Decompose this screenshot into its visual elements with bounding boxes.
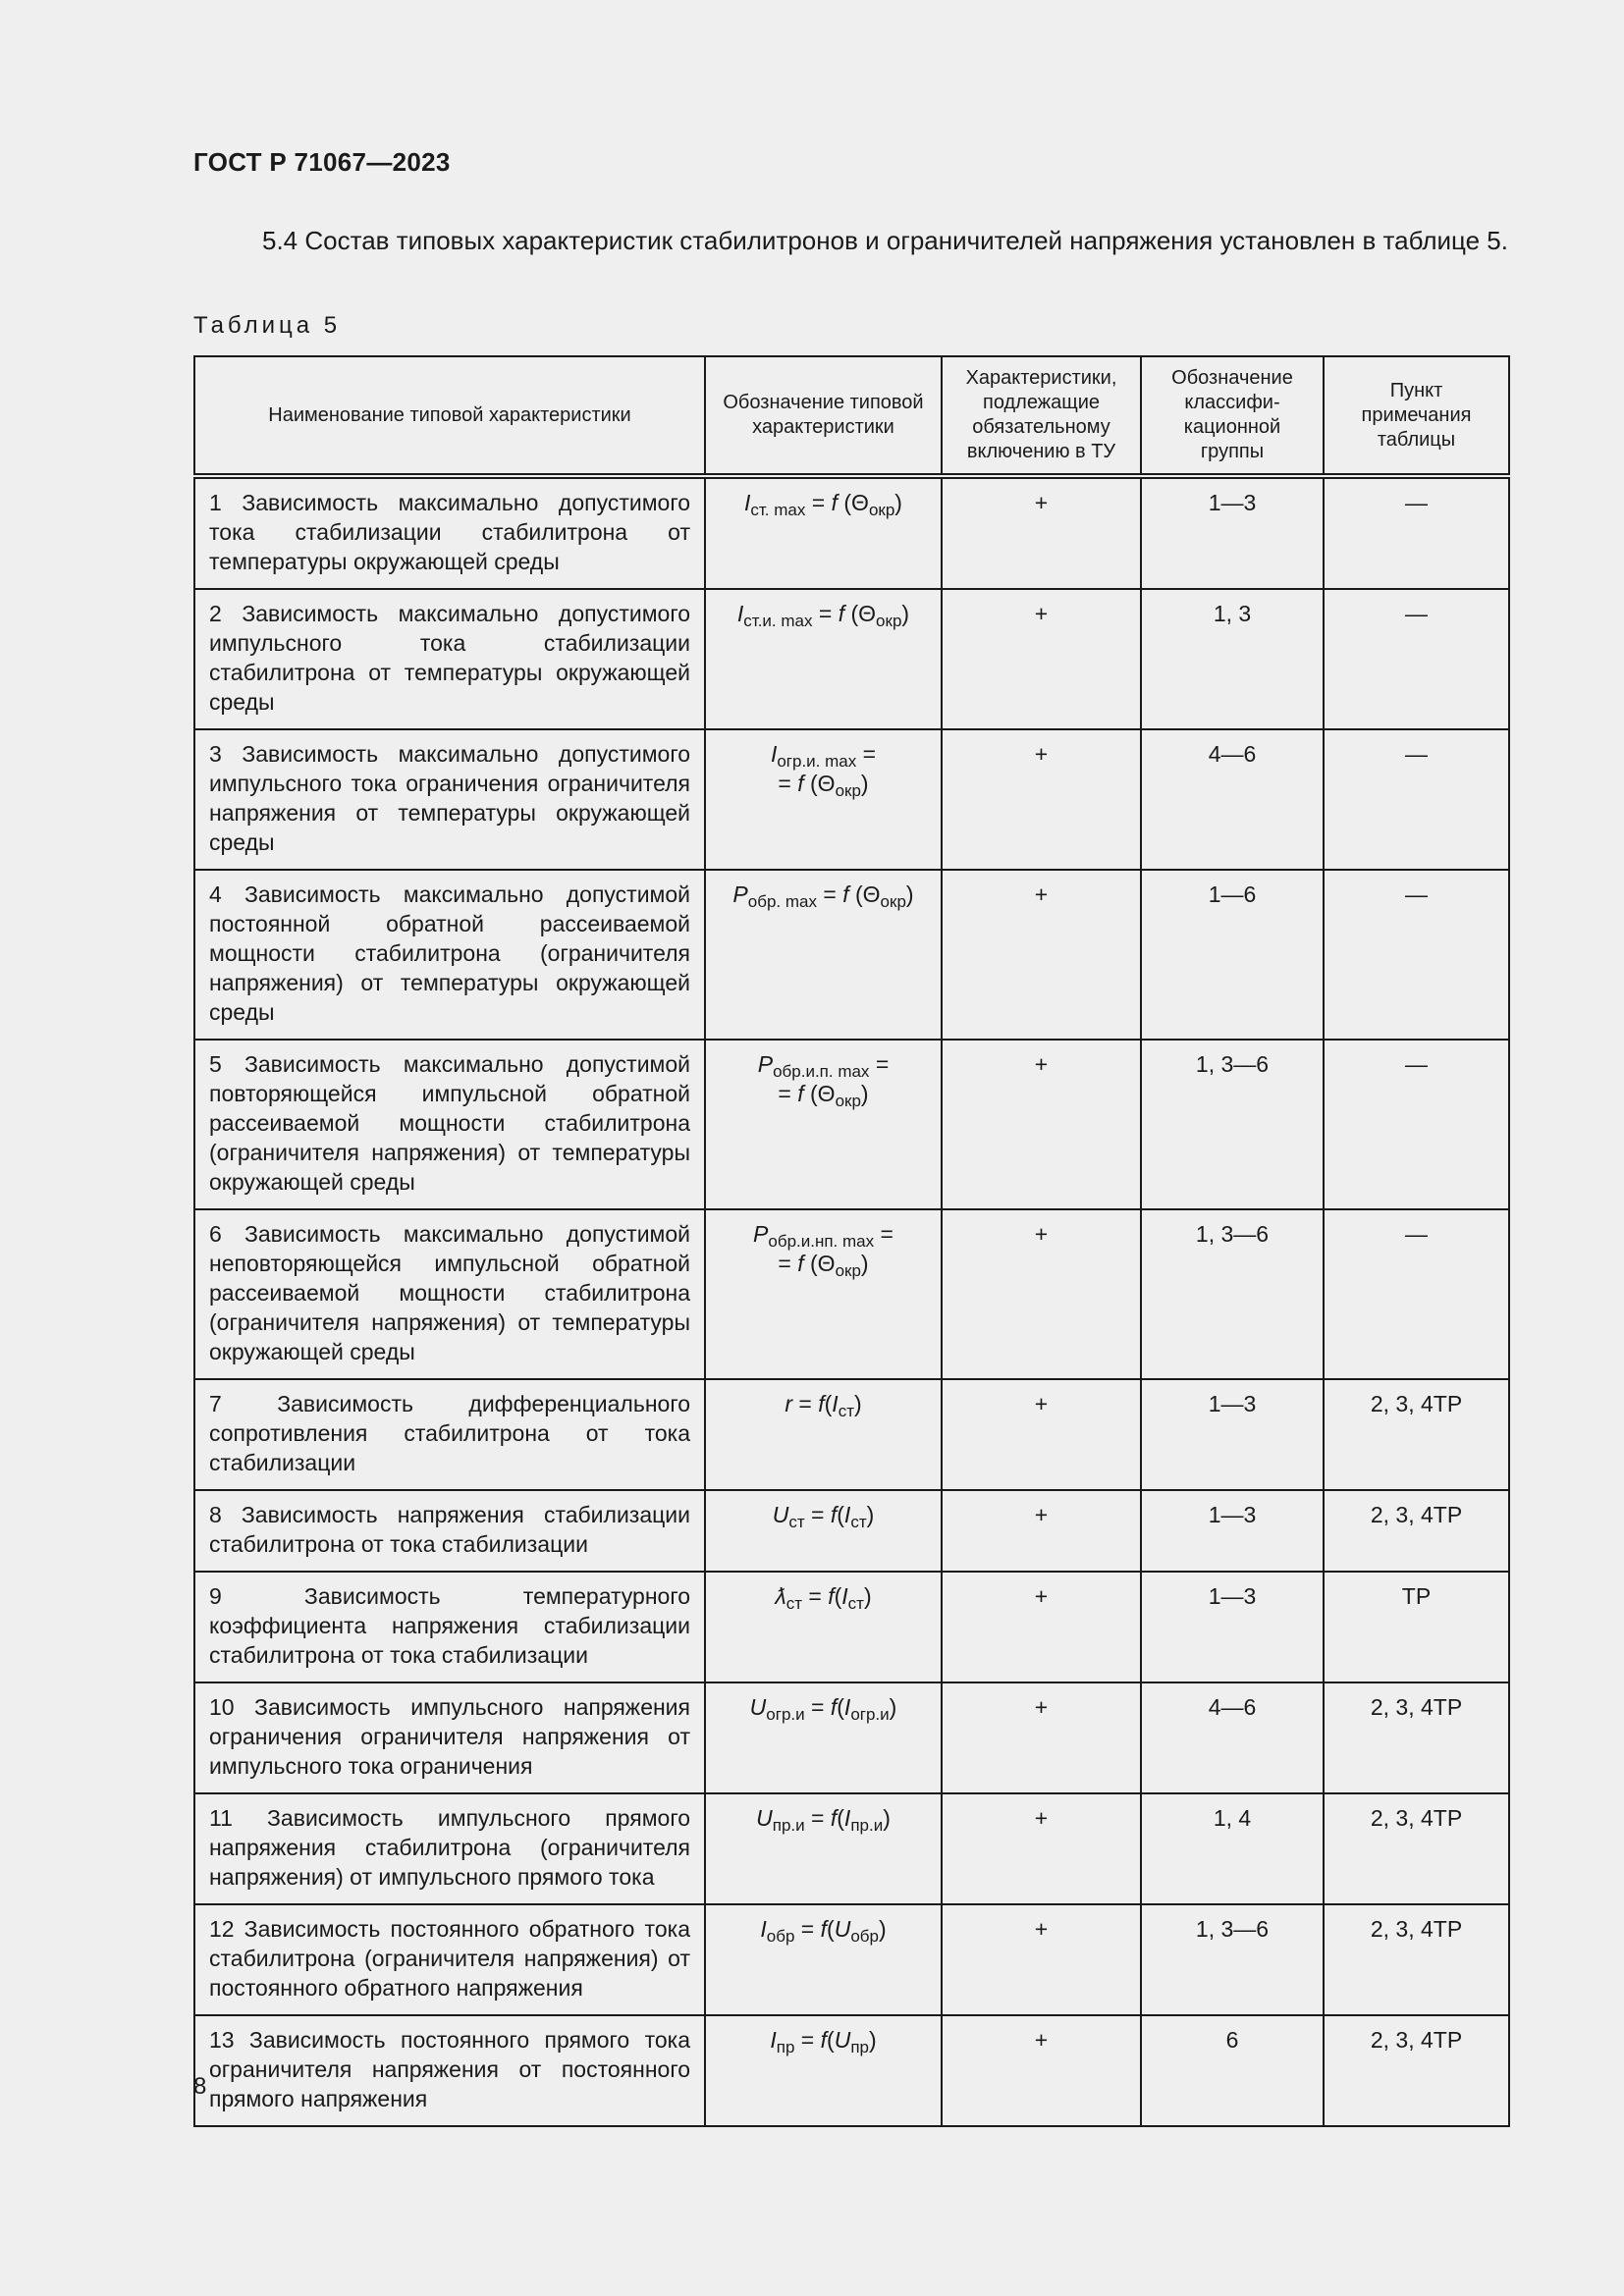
table-row	[194, 1904, 1509, 2015]
row-name: 7 Зависимость дифференциального сопротивления стабилитрона от тока стабилизации	[194, 1379, 705, 1490]
row-formula: $U_{ст} = f(I_{ст})$	[705, 1490, 942, 1572]
row-name: 6 Зависимость максимально допустимой неповторяющейся импульсной обратной рассеиваемой мощности стабилитрона (ограничителя напряжения) от температуры окружающей среды	[194, 1209, 705, 1379]
row-name: 12 Зависимость постоянного обратного тока стабилитрона (ограничителя напряжения) от постоянного обратного напряжения	[194, 1904, 705, 2015]
row-mandatory: +	[942, 1040, 1141, 1209]
table-row	[194, 2015, 1509, 2126]
row-note: ТР	[1324, 1572, 1509, 1682]
col-header-name: Наименование типовой характеристики	[194, 356, 705, 476]
table-header-row	[194, 356, 1509, 476]
row-name: 1 Зависимость максимально допустимого тока стабилизации стабилитрона от температуры окружающей среды	[194, 476, 705, 589]
row-mandatory: +	[942, 476, 1141, 589]
row-mandatory: +	[942, 1572, 1141, 1682]
table-row	[194, 1793, 1509, 1904]
row-name: 4 Зависимость максимально допустимой постоянной обратной рассеиваемой мощности стабилитрона (ограничителя напряжения) от температуры окружающей среды	[194, 870, 705, 1040]
row-mandatory: +	[942, 1490, 1141, 1572]
col-header-note: Пункт примечания таблицы	[1324, 356, 1509, 476]
row-name: 5 Зависимость максимально допустимой повторяющейся импульсной обратной рассеиваемой мощности стабилитрона (ограничителя напряжения) от температуры окружающей среды	[194, 1040, 705, 1209]
row-note: 2, 3, 4ТР	[1324, 1379, 1509, 1490]
table-row	[194, 1379, 1509, 1490]
row-group: 4—6	[1141, 729, 1324, 870]
row-mandatory: +	[942, 1209, 1141, 1379]
row-note: 2, 3, 4ТР	[1324, 2015, 1509, 2126]
col-header-group: Обозначение классифи-кационной группы	[1141, 356, 1324, 476]
table-row	[194, 1209, 1509, 1379]
row-group: 1, 3	[1141, 589, 1324, 729]
row-formula: $U_{пр.и} = f(I_{пр.и})$	[705, 1793, 942, 1904]
row-group: 1, 4	[1141, 1793, 1324, 1904]
row-group: 1, 3—6	[1141, 1209, 1324, 1379]
row-note: 2, 3, 4ТР	[1324, 1682, 1509, 1793]
row-formula: $P_{обр.и.п. max}$ = = f $(\Theta_{окр})$	[705, 1040, 942, 1209]
row-note: —	[1324, 476, 1509, 589]
row-group: 1—3	[1141, 1490, 1324, 1572]
row-name: 2 Зависимость максимально допустимого импульсного тока стабилизации стабилитрона от температуры окружающей среды	[194, 589, 705, 729]
row-name: 8 Зависимость напряжения стабилизации стабилитрона от тока стабилизации	[194, 1490, 705, 1572]
row-note: 2, 3, 4ТР	[1324, 1904, 1509, 2015]
row-mandatory: +	[942, 589, 1141, 729]
table-row	[194, 1572, 1509, 1682]
row-formula: $I_{обр} = f(U_{обр})$	[705, 1904, 942, 2015]
row-note: —	[1324, 589, 1509, 729]
row-name: 13 Зависимость постоянного прямого тока ограничителя напряжения от постоянного прямого напряжения	[194, 2015, 705, 2126]
row-formula: $ƛ_{ст} = f(I_{ст})$	[705, 1572, 942, 1682]
row-note: —	[1324, 729, 1509, 870]
row-formula: $P_{обр. max} = f$ $(\Theta_{окр})$	[705, 870, 942, 1040]
row-group: 1—3	[1141, 476, 1324, 589]
row-note: —	[1324, 870, 1509, 1040]
row-name: 9 Зависимость температурного коэффициента напряжения стабилизации стабилитрона от тока стабилизации	[194, 1572, 705, 1682]
row-note: —	[1324, 1040, 1509, 1209]
row-name: 11 Зависимость импульсного прямого напряжения стабилитрона (ограничителя напряжения) от импульсного прямого тока	[194, 1793, 705, 1904]
row-mandatory: +	[942, 1793, 1141, 1904]
row-note: —	[1324, 1209, 1509, 1379]
row-group: 1—3	[1141, 1379, 1324, 1490]
col-header-formula: Обозначение типовой характеристики	[705, 356, 942, 476]
row-mandatory: +	[942, 729, 1141, 870]
col-header-mandatory: Характеристики, подлежащие обязательному включению в ТУ	[942, 356, 1141, 476]
row-name: 10 Зависимость импульсного напряжения ограничения ограничителя напряжения от импульсного тока ограничения	[194, 1682, 705, 1793]
row-formula: $I_{пр} = f(U_{пр})$	[705, 2015, 942, 2126]
table-row	[194, 589, 1509, 729]
intro-paragraph: 5.4 Состав типовых характеристик стабилитронов и ограничителей напряжения установлен в таблице 5.	[262, 226, 1508, 255]
row-mandatory: +	[942, 1904, 1141, 2015]
table-row	[194, 1682, 1509, 1793]
table-caption: Таблица 5	[193, 312, 342, 339]
row-formula: $I_{ст.и. max} = f$ $(\Theta_{окр})$	[705, 589, 942, 729]
table-row	[194, 476, 1509, 589]
table-row	[194, 1040, 1509, 1209]
page-number: 8	[193, 2073, 207, 2100]
row-group: 1, 3—6	[1141, 1040, 1324, 1209]
row-formula: $I_{ст. max} = f$ $(\Theta_{окр})$	[705, 476, 942, 589]
table-row	[194, 1490, 1509, 1572]
row-group: 6	[1141, 2015, 1324, 2126]
row-note: 2, 3, 4ТР	[1324, 1793, 1509, 1904]
row-formula: $r = f(I_{ст})$	[705, 1379, 942, 1490]
row-group: 1—3	[1141, 1572, 1324, 1682]
row-mandatory: +	[942, 870, 1141, 1040]
table-row	[194, 729, 1509, 870]
document-header: ГОСТ Р 71067—2023	[193, 147, 451, 177]
table-row	[194, 870, 1509, 1040]
row-formula: $I_{огр.и. max}$ = = f $(\Theta_{окр})$	[705, 729, 942, 870]
row-name: 3 Зависимость максимально допустимого импульсного тока ограничения ограничителя напряжения от температуры окружающей среды	[194, 729, 705, 870]
row-formula: $U_{огр.и} = f(I_{огр.и})$	[705, 1682, 942, 1793]
row-mandatory: +	[942, 1682, 1141, 1793]
row-formula: $P_{обр.и.нп. max}$ = = f $(\Theta_{окр})$	[705, 1209, 942, 1379]
row-mandatory: +	[942, 2015, 1141, 2126]
row-mandatory: +	[942, 1379, 1141, 1490]
row-group: 1, 3—6	[1141, 1904, 1324, 2015]
row-note: 2, 3, 4ТР	[1324, 1490, 1509, 1572]
row-group: 4—6	[1141, 1682, 1324, 1793]
characteristics-table	[193, 355, 1510, 2127]
row-group: 1—6	[1141, 870, 1324, 1040]
